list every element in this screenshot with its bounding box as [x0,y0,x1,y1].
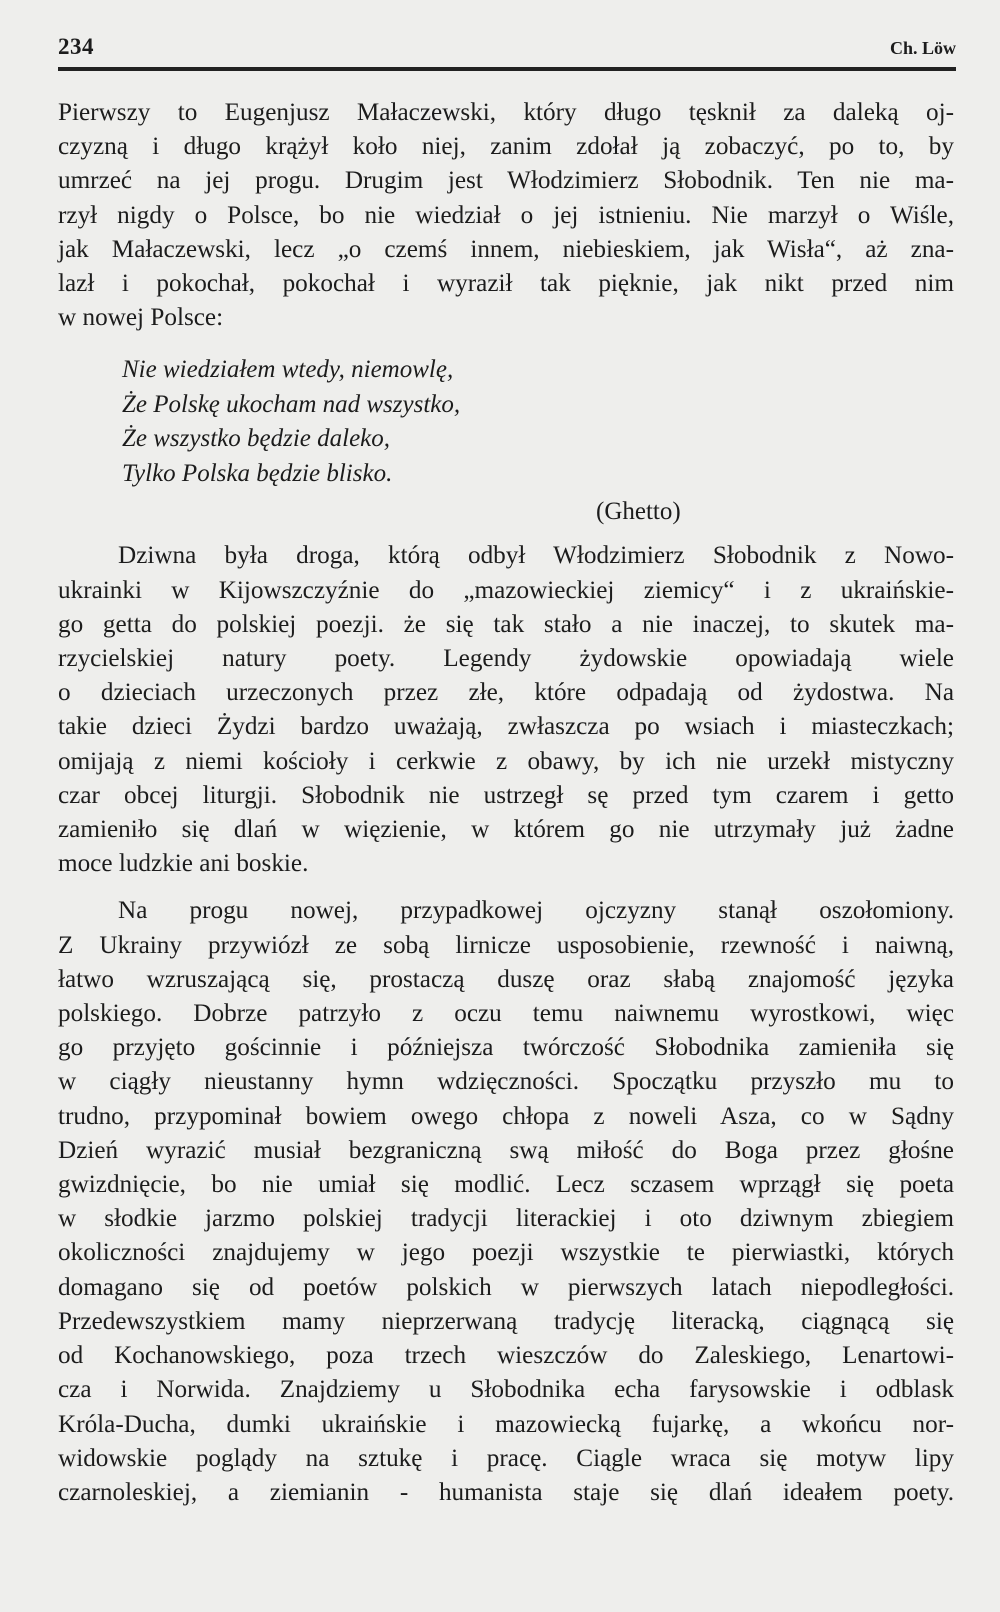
paragraph-3 [58,894,954,1510]
text-line: omijają z niemi kościoły i cerkwie z obawy, by ich nie urzekł mistyczny [58,747,954,775]
text-line: w słodkie jarzmo polskiej tradycji literackiej i oto dziwnym zbiegiem [58,1205,954,1233]
text-line: czarnoleskiej, a ziemianin - humanista staje się dlań ideałem poety. [58,1478,954,1506]
text-line: okoliczności znajdujemy w jego poezji wszystkie te pierwiastki, których [58,1239,954,1267]
text-line: w nowej Polsce: [58,304,224,332]
page-body [58,96,954,1510]
header-rule [58,67,956,71]
text-line: od Kochanowskiego, poza trzech wieszczów do Zaleskiego, Lenartowi- [58,1342,954,1370]
poem-quote [122,353,954,491]
text-line: Pierwszy to Eugenjusz Małaczewski, który długo tęsknił za daleką oj- [58,99,954,126]
poem-line: Nie wiedziałem wtedy, niemowlę, [122,356,454,384]
text-line: łatwo wzruszającą się, prostaczą duszę oraz słabą znajomość języka [58,965,954,993]
text-line: gwizdnięcie, bo nie umiał się modlić. Lecz sczasem wprzągł się poeta [58,1171,954,1199]
text-line: ukrainki w Kijowszczyźnie do „mazowieckiej ziemicy“ i z ukraińskie- [58,576,954,604]
text-line: Króla-Ducha, dumki ukraińskie i mazowiecką fujarkę, a wkońcu nor- [58,1410,954,1438]
text-line: Przedewszystkiem mamy nieprzerwaną tradycję literacką, ciągnącą się [58,1307,954,1335]
text-line: cza i Norwida. Znajdziemy u Słobodnika echa farysowskie i odblask [58,1376,954,1404]
text-line: Na progu nowej, przypadkowej ojczyzny stanął oszołomiony. [118,897,954,925]
text-line: jak Małaczewski, lecz „o czemś innem, niebieskiem, jak Wisła“, aż zna- [58,235,954,263]
poem-line: Że wszystko będzie daleko, [122,425,391,453]
text-line: go przyjęto gościnnie i późniejsza twórczość Słobodnika zamieniła się [58,1034,954,1062]
text-line: takie dzieci Żydzi bardzo uważają, zwłaszcza po wsiach i miasteczkach; [58,713,954,741]
text-line: rzycielskiej natury poety. Legendy żydowskie opowiadają wiele [58,645,954,673]
text-line: lazł i pokochał, pokochał i wyraził tak pięknie, jak nikt przed nim [58,270,954,298]
text-line: go getta do polskiej poezji. że się tak stało a nie inaczej, to skutek ma- [58,610,954,638]
page-number: 234 [58,34,94,59]
poem-line: Tylko Polska będzie blisko. [122,459,393,487]
poem-source: (Ghetto) [596,498,681,526]
text-line: czyzną i długo krążył koło niej, zanim zdołał ją zobaczyć, po to, by [58,133,954,161]
running-head: Ch. Löw [889,38,956,58]
text-line: umrzeć na jej progu. Drugim jest Włodzimierz Słobodnik. Ten nie ma- [58,167,954,195]
text-line: Dziwna była droga, którą odbył Włodzimierz Słobodnik z Nowo- [118,542,954,570]
text-line: domagano się od poetów polskich w pierwszych latach niepodległości. [58,1273,954,1301]
paragraph-1 [58,96,954,335]
paragraph-2 [58,539,954,881]
text-line: zamieniło się dlań w więzienie, w którem go nie utrzymały już żadne [58,816,954,844]
text-line: polskiego. Dobrze patrzyło z oczu temu naiwnemu wyrostkowi, więc [58,1000,954,1028]
text-line: moce ludzkie ani boskie. [58,850,309,878]
text-line: trudno, przypominał bowiem owego chłopa z noweli Asza, co w Sądny [58,1102,954,1130]
text-line: czar obcej liturgji. Słobodnik nie ustrzegł sę przed tym czarem i getto [58,781,954,809]
text-line: widowskie poglądy na sztukę i pracę. Ciągle wraca się motyw lipy [58,1444,954,1472]
text-line: w ciągły nieustanny hymn wdzięczności. Spoczątku przyszło mu to [58,1068,954,1096]
text-line: rzył nigdy o Polsce, bo nie wiedział o jej istnieniu. Nie marzył o Wiśle, [58,201,954,229]
page-header [58,34,956,66]
text-line: Z Ukrainy przywiózł ze sobą lirnicze usposobienie, rzewność i naiwną, [58,931,954,959]
poem-line: Że Polskę ukocham nad wszystko, [122,390,461,418]
text-line: Dzień wyrazić musiał bezgraniczną swą miłość do Boga przez głośne [58,1136,954,1164]
text-line: o dzieciach urzeczonych przez złe, które odpadają od żydostwa. Na [58,679,954,707]
